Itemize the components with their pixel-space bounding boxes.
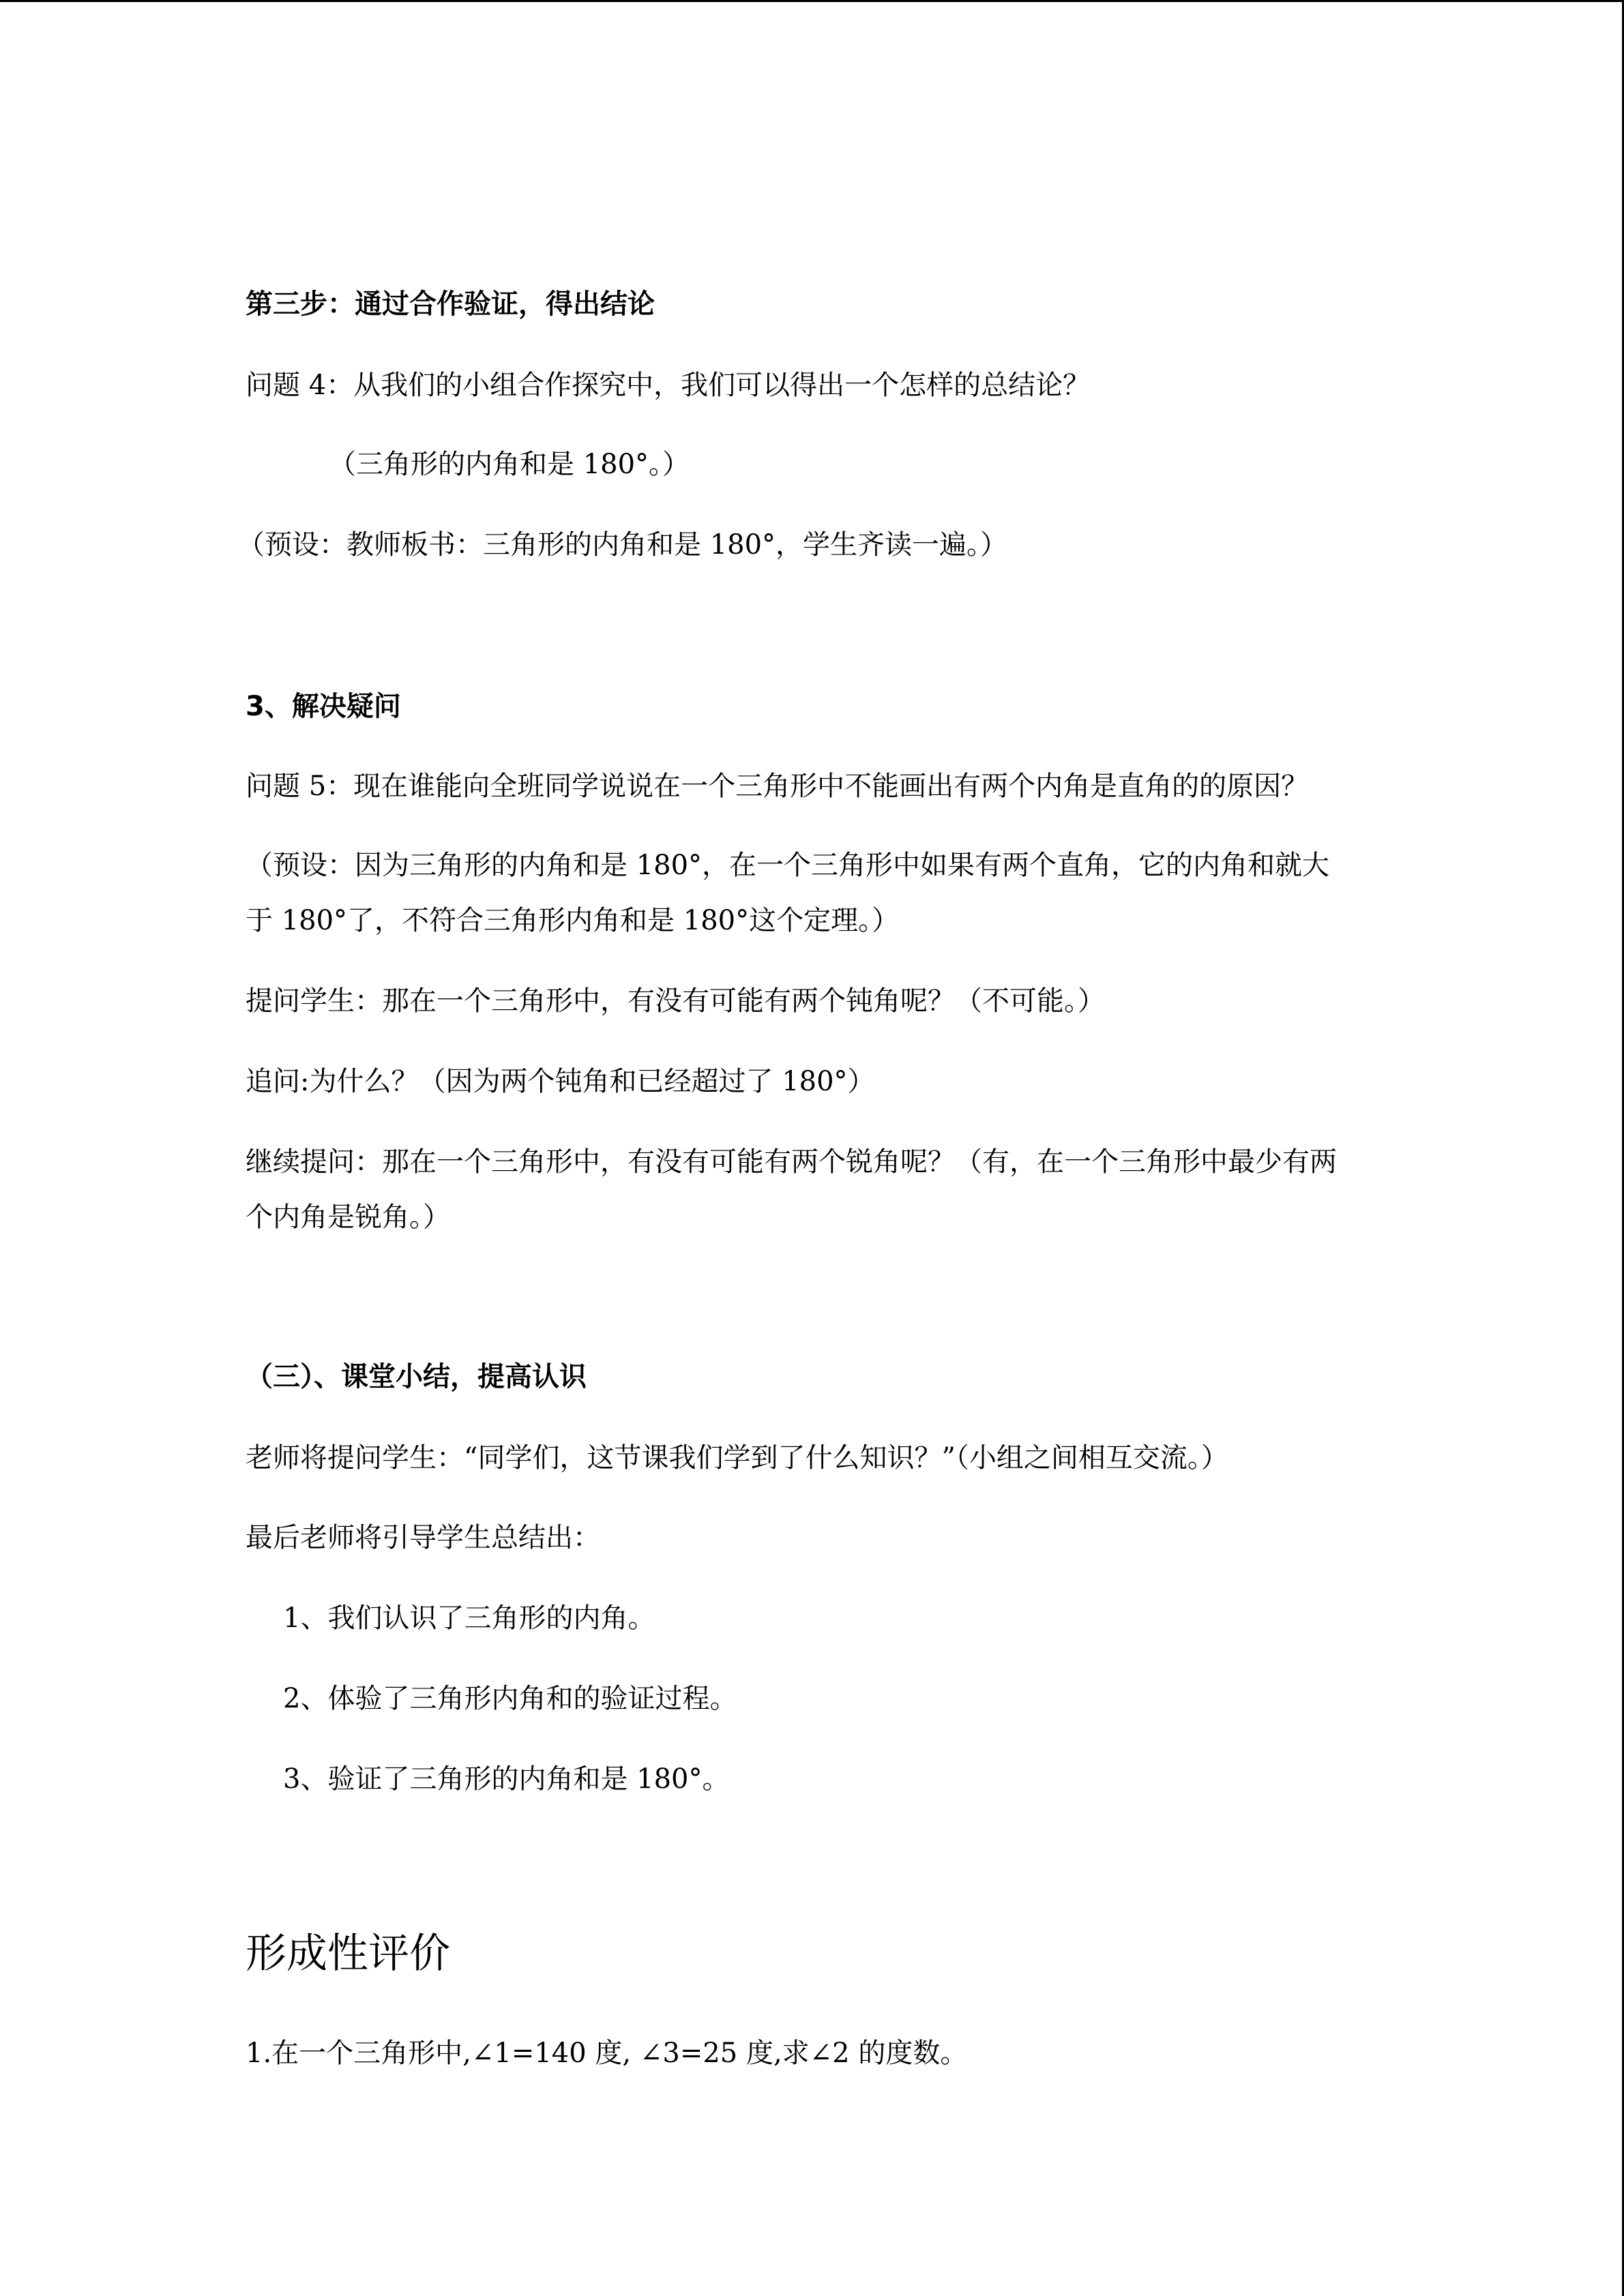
section3-preset-line2: 于 180°了，不符合三角形内角和是 180°这个定理。） <box>246 905 900 936</box>
step3-preset: （预设：教师板书：三角形的内角和是 180°，学生齐读一遍。） <box>237 529 1008 561</box>
evaluation-heading: 形成性评价 <box>246 1930 450 1978</box>
summary-lead: 最后老师将引导学生总结出： <box>246 1522 600 1553</box>
evaluation-question-1: 1.在一个三角形中,∠1=140 度, ∠3=25 度,求∠2 的度数。 <box>246 2038 968 2069</box>
ask-acute-line1: 继续提问：那在一个三角形中，有没有可能有两个锐角呢？（有，在一个三角形中最少有两 <box>246 1146 1337 1178</box>
summary-heading: （三）、课堂小结，提高认识 <box>246 1361 587 1392</box>
question-4-answer: （三角形的内角和是 180°。） <box>329 449 690 480</box>
ask-why: 追问:为什么？（因为两个钝角和已经超过了 180°） <box>246 1066 875 1097</box>
summary-item: 2、体验了三角形内角和的验证过程。 <box>283 1683 737 1714</box>
section3-heading: 3、解决疑问 <box>246 691 401 722</box>
question-4: 问题 4：从我们的小组合作探究中，我们可以得出一个怎样的总结论？ <box>246 370 1091 401</box>
summary-item: 3、验证了三角形的内角和是 180°。 <box>283 1763 730 1795</box>
summary-item: 1、我们认识了三角形的内角。 <box>283 1602 655 1634</box>
question-5: 问题 5：现在谁能向全班同学说说在一个三角形中不能画出有两个内角是直角的的原因？ <box>246 771 1309 802</box>
teacher-question: 老师将提问学生：“同学们，这节课我们学到了什么知识？”（小组之间相互交流。） <box>246 1442 1228 1474</box>
step3-heading: 第三步：通过合作验证，得出结论 <box>246 288 655 320</box>
ask-acute-line2: 个内角是锐角。） <box>246 1202 450 1233</box>
page-top-border <box>0 0 1624 2</box>
ask-obtuse: 提问学生：那在一个三角形中，有没有可能有两个钝角呢？（不可能。） <box>246 985 1105 1017</box>
section3-preset-line1: （预设：因为三角形的内角和是 180°，在一个三角形中如果有两个直角，它的内角和就大 <box>246 850 1330 881</box>
